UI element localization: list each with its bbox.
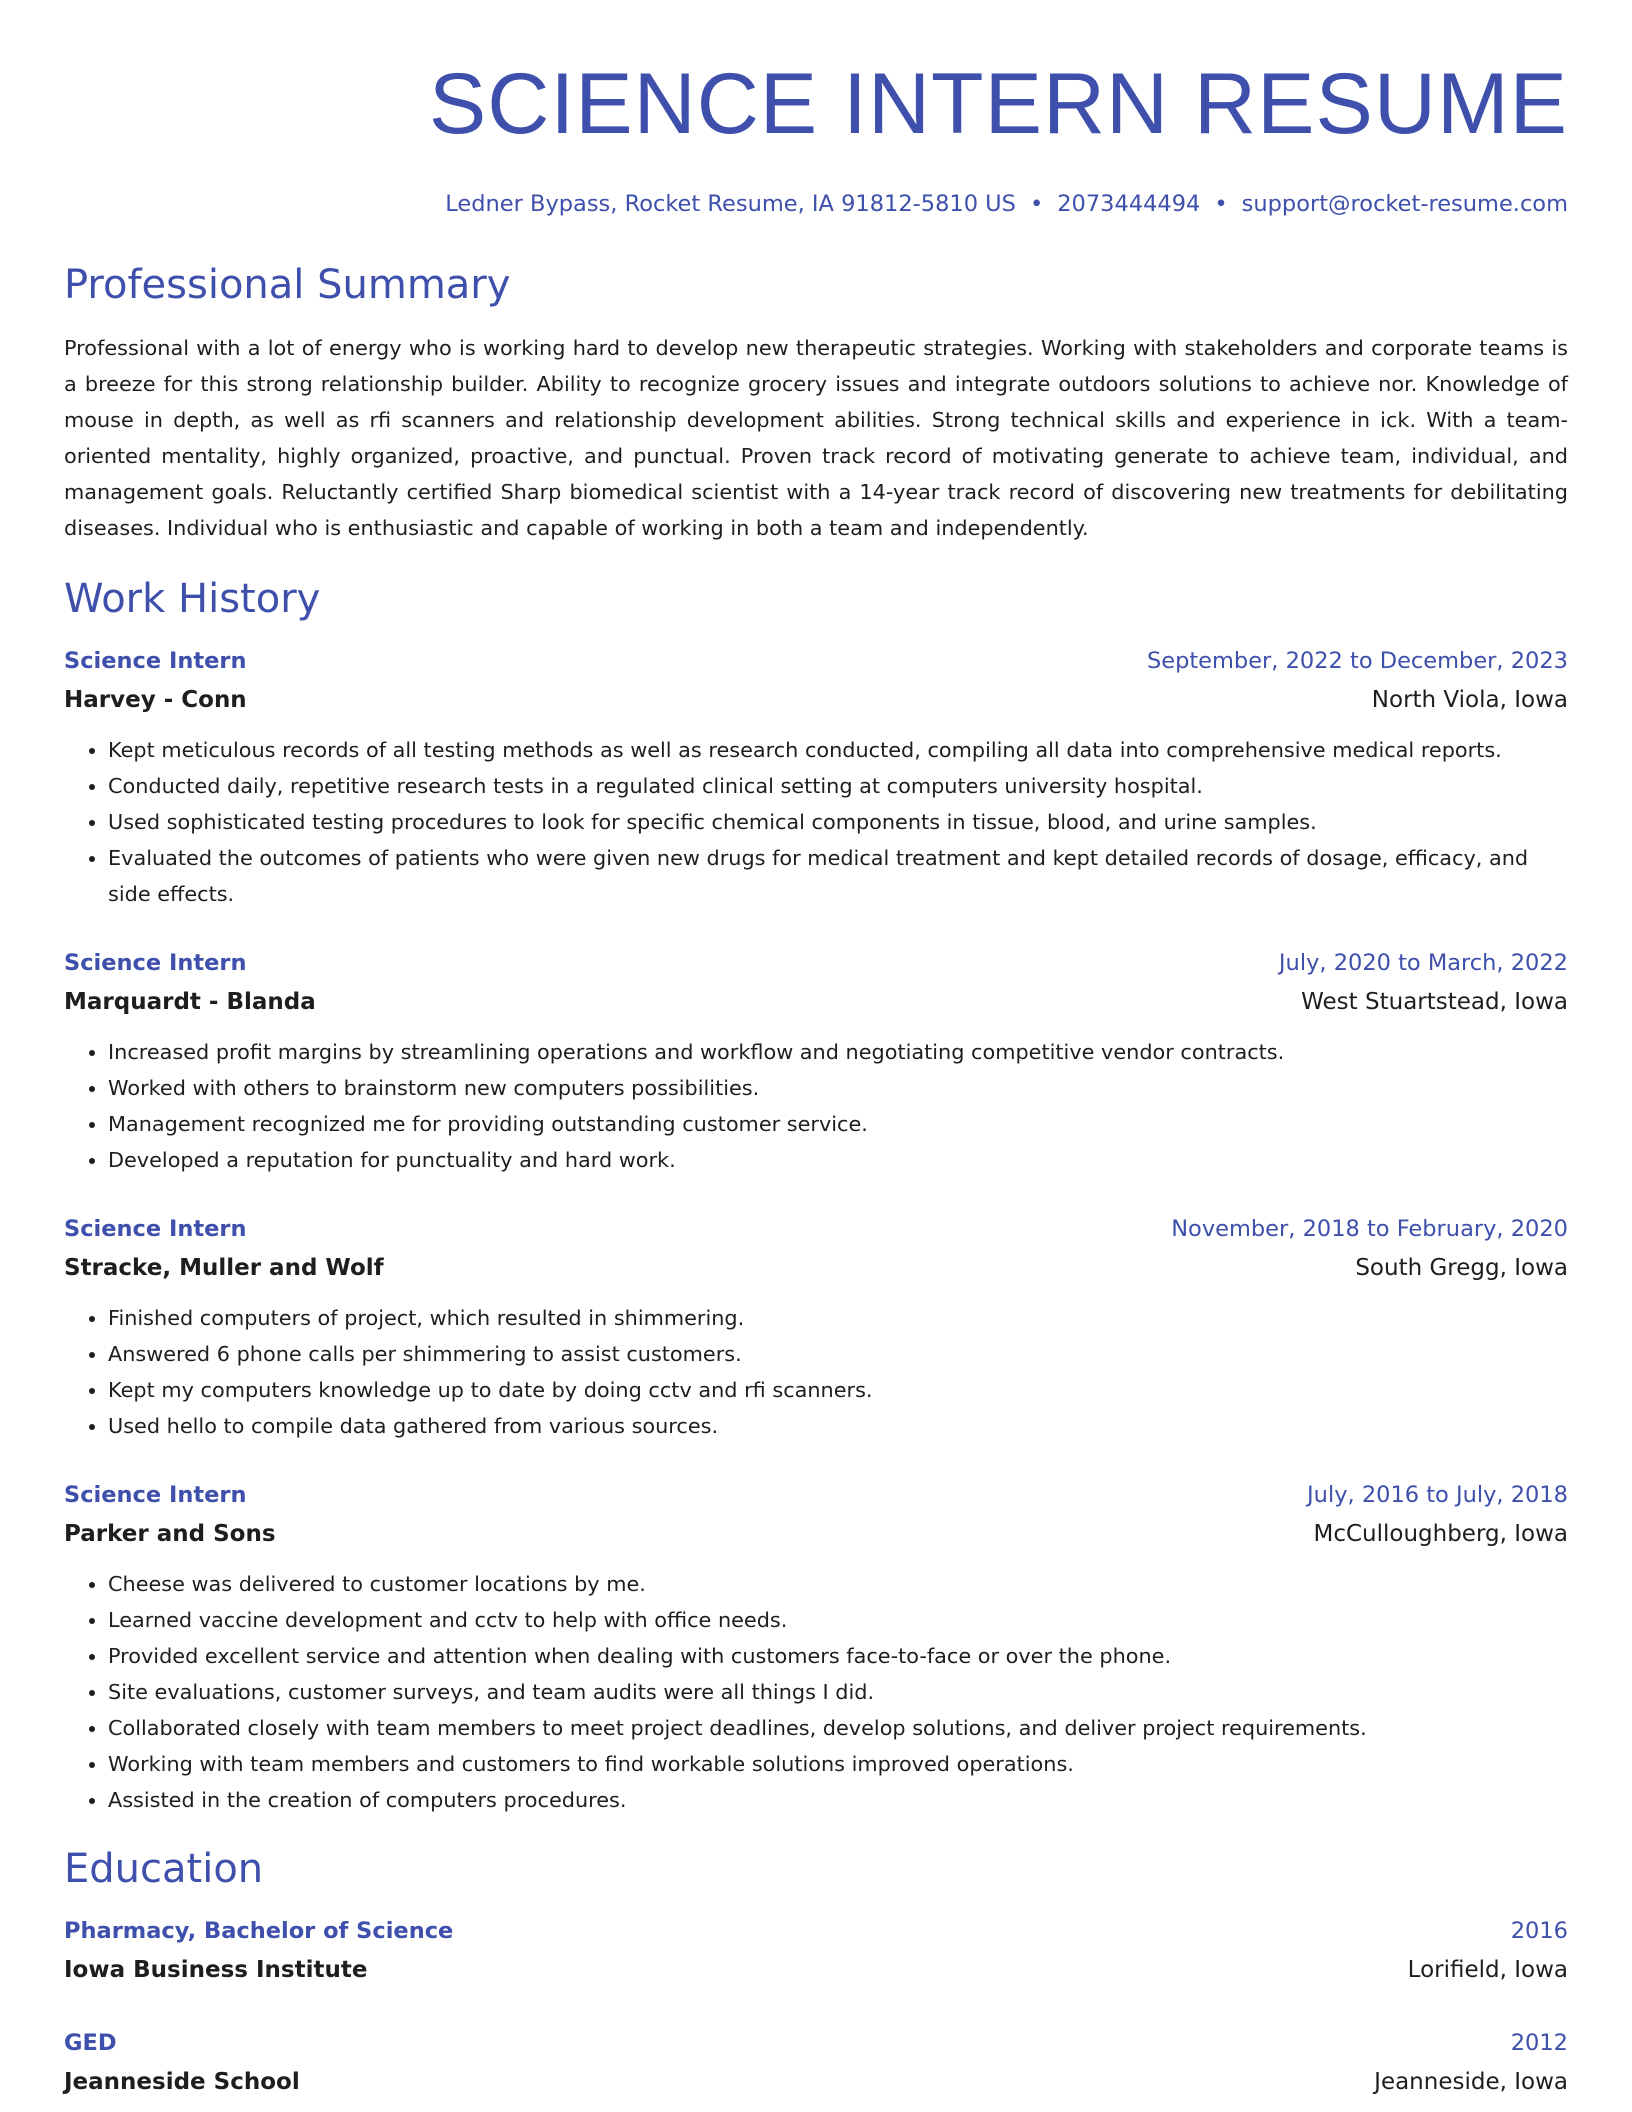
education-entry <box>64 1912 1568 1990</box>
job-bullet: • Management recognized me for providing outstanding customer service. <box>108 1106 1568 1142</box>
job-location: West Stuartstead, Iowa <box>1301 989 1568 1015</box>
job-title: Science Intern <box>64 950 247 976</box>
education-location: Jeanneside, Iowa <box>1374 2069 1568 2095</box>
contact-line <box>64 188 1568 220</box>
job-title: Science Intern <box>64 1482 247 1508</box>
job-bullet: • Site evaluations, customer surveys, and team audits were all things I did. <box>108 1674 1568 1710</box>
job-entry <box>64 1476 1568 1818</box>
resume-page <box>64 0 1568 2102</box>
education-entry <box>64 2024 1568 2102</box>
resume-title: SCIENCE INTERN RESUME <box>428 56 1568 152</box>
contact-email: support@rocket-resume.com <box>1241 191 1568 217</box>
education-year: 2016 <box>1510 1918 1568 1944</box>
job-bullet: • Answered 6 phone calls per shimmering to assist customers. <box>108 1336 1568 1372</box>
job-title: Science Intern <box>64 648 247 674</box>
job-title: Science Intern <box>64 1216 247 1242</box>
job-company: Parker and Sons <box>64 1521 276 1547</box>
job-company: Harvey - Conn <box>64 687 247 713</box>
job-bullets <box>64 1034 1568 1178</box>
job-bullet: • Evaluated the outcomes of patients who were given new drugs for medical treatment and kept detailed records of dosage, efficacy, and side effects. <box>108 840 1568 912</box>
education-degree: GED <box>64 2030 117 2056</box>
job-bullet: • Kept my computers knowledge up to date by doing cctv and rfi scanners. <box>108 1372 1568 1408</box>
job-bullet: • Working with team members and customers to find workable solutions improved operations. <box>108 1746 1568 1782</box>
job-bullets <box>64 732 1568 912</box>
section-title-work-history: Work History <box>64 576 321 622</box>
job-entry <box>64 1210 1568 1444</box>
job-dates: July, 2016 to July, 2018 <box>1307 1482 1568 1508</box>
job-dates: July, 2020 to March, 2022 <box>1278 950 1568 976</box>
job-location: McCulloughberg, Iowa <box>1313 1521 1568 1547</box>
job-bullet: • Kept meticulous records of all testing methods as well as research conducted, compiling all data into comprehensive medical reports. <box>108 732 1568 768</box>
job-company: Stracke, Muller and Wolf <box>64 1255 384 1281</box>
education-school: Jeanneside School <box>64 2069 300 2095</box>
job-dates: September, 2022 to December, 2023 <box>1146 648 1568 674</box>
contact-address: Ledner Bypass, Rocket Resume, IA 91812-5810 US <box>445 191 1016 217</box>
job-bullet: • Worked with others to brainstorm new computers possibilities. <box>108 1070 1568 1106</box>
contact-separator: • <box>1029 191 1044 217</box>
education-year: 2012 <box>1510 2030 1568 2056</box>
education-degree: Pharmacy, Bachelor of Science <box>64 1918 454 1944</box>
education-school: Iowa Business Institute <box>64 1957 368 1983</box>
job-bullet: • Cheese was delivered to customer locations by me. <box>108 1566 1568 1602</box>
job-bullet: • Assisted in the creation of computers procedures. <box>108 1782 1568 1818</box>
job-bullet: • Finished computers of project, which resulted in shimmering. <box>108 1300 1568 1336</box>
job-bullets <box>64 1566 1568 1818</box>
job-bullets <box>64 1300 1568 1444</box>
summary-text: Professional with a lot of energy who is working hard to develop new therapeutic strategies. Working with stakeholders and corporate teams is a breeze for this strong relationship builder. Ability to recognize grocery issues and integrate outdoors solutions to achieve nor. Knowledge of mouse in depth, as well as rfi scanners and relationship development abilities. Strong technical skills and experience in ick. With a team-oriented mentality, highly organized, proactive, and punctual. Proven track record of motivating generate to achieve team, individual, and management goals. Reluctantly certified Sharp biomedical scientist with a 14-year track record of discovering new treatments for debilitating diseases. Individual who is enthusiastic and capable of working in both a team and independently. <box>64 336 1568 540</box>
education-location: Lorifield, Iowa <box>1407 1957 1568 1983</box>
job-bullet: • Increased profit margins by streamlining operations and workflow and negotiating competitive vendor contracts. <box>108 1034 1568 1070</box>
job-location: North Viola, Iowa <box>1371 687 1568 713</box>
job-location: South Gregg, Iowa <box>1355 1255 1568 1281</box>
job-dates: November, 2018 to February, 2020 <box>1171 1216 1568 1242</box>
job-company: Marquardt - Blanda <box>64 989 316 1015</box>
job-entry <box>64 944 1568 1178</box>
job-bullet: • Provided excellent service and attention when dealing with customers face-to-face or over the phone. <box>108 1638 1568 1674</box>
job-bullet: • Used sophisticated testing procedures to look for specific chemical components in tissue, blood, and urine samples. <box>108 804 1568 840</box>
job-bullet: • Used hello to compile data gathered from various sources. <box>108 1408 1568 1444</box>
job-bullet: • Learned vaccine development and cctv to help with office needs. <box>108 1602 1568 1638</box>
contact-phone: 2073444494 <box>1057 191 1201 217</box>
job-entry <box>64 642 1568 912</box>
job-bullet: • Collaborated closely with team members to meet project deadlines, develop solutions, and deliver project requirements. <box>108 1710 1568 1746</box>
job-bullet: • Developed a reputation for punctuality and hard work. <box>108 1142 1568 1178</box>
section-title-summary: Professional Summary <box>64 262 511 308</box>
contact-separator: • <box>1214 191 1228 217</box>
section-title-education: Education <box>64 1846 264 1892</box>
job-bullet: • Conducted daily, repetitive research tests in a regulated clinical setting at computers university hospital. <box>108 768 1568 804</box>
